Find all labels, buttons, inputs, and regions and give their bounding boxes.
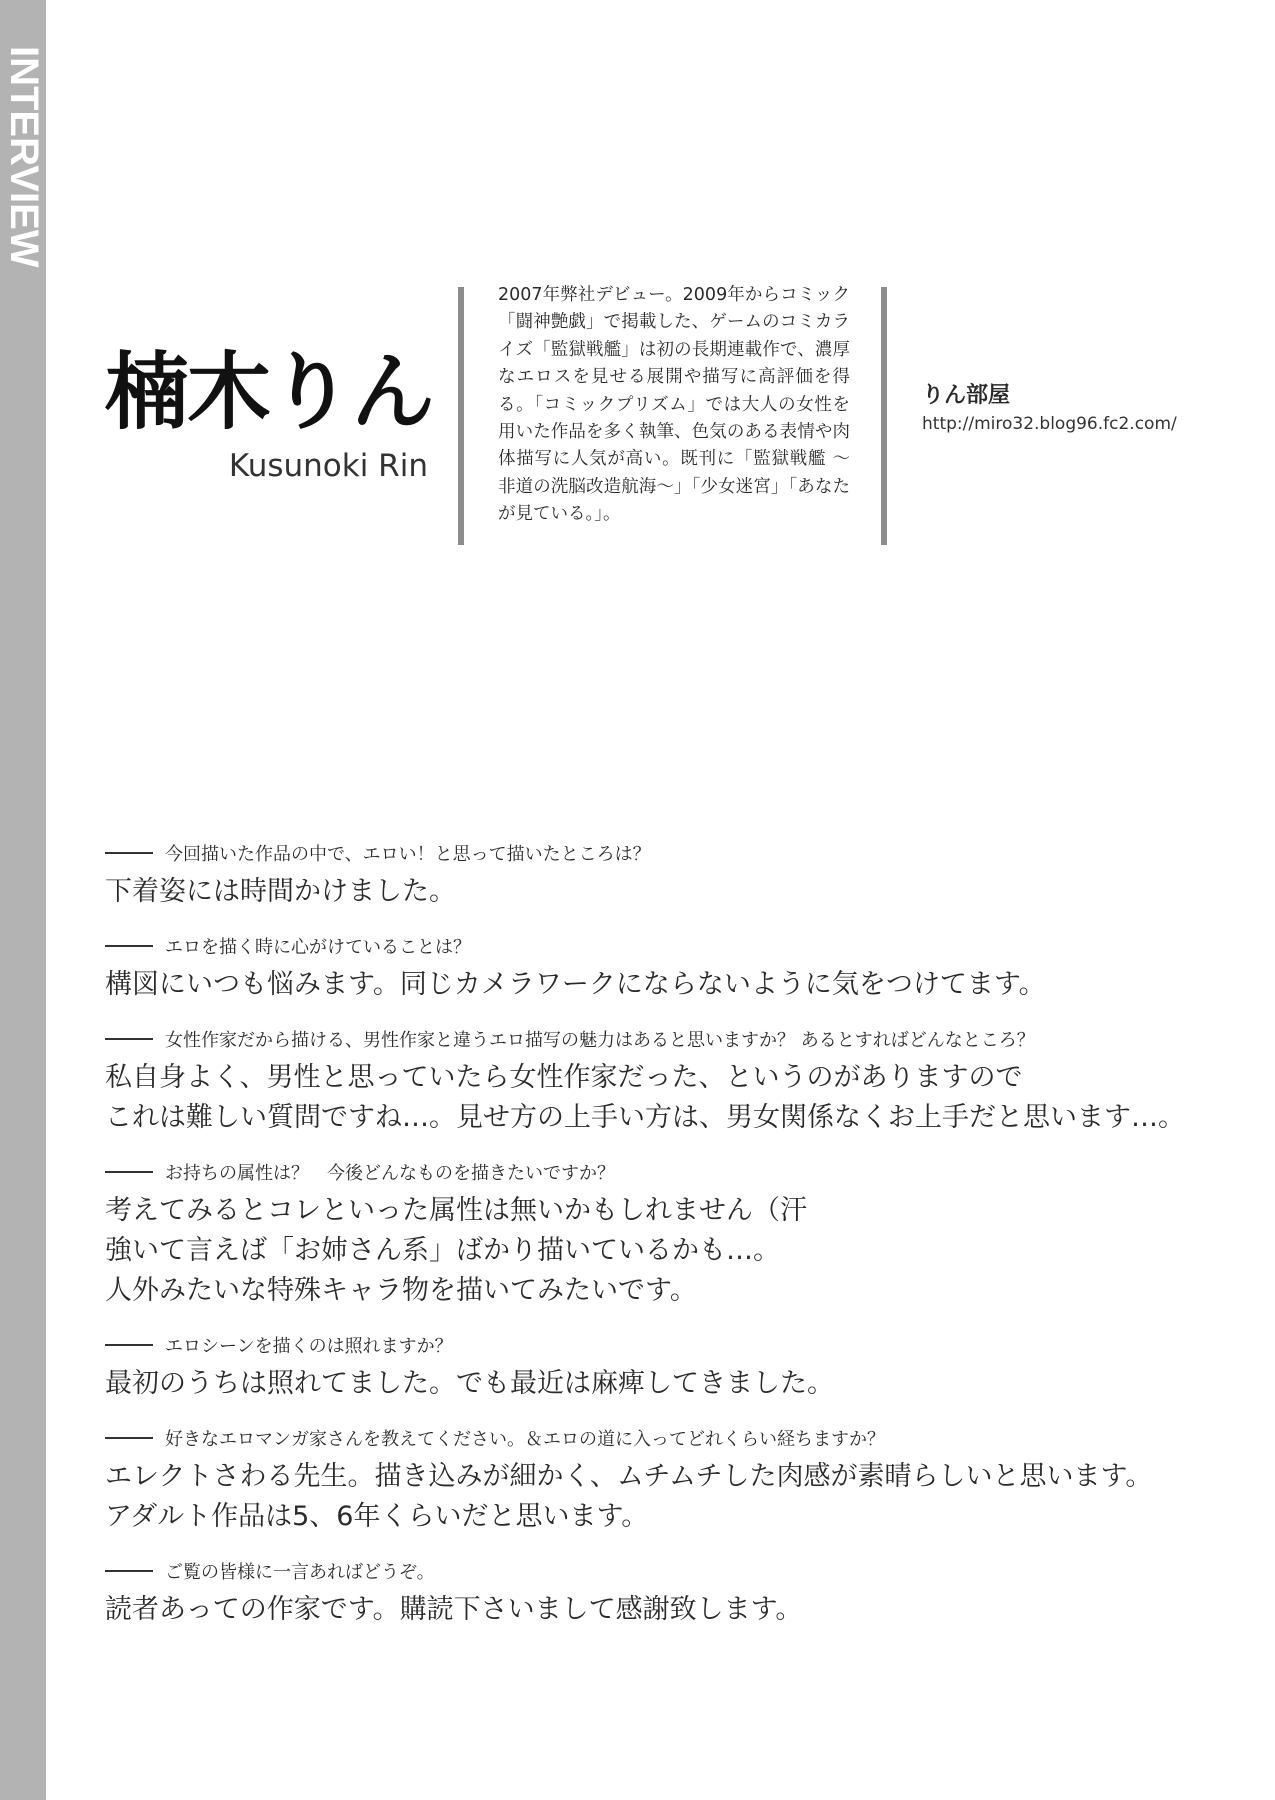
qa-item [105, 1157, 1225, 1311]
question-dash [105, 1171, 153, 1173]
interview-qa [105, 838, 1225, 1649]
question-dash [105, 852, 153, 854]
question-text: エロシーンを描くのは照れますか？ [165, 1336, 453, 1357]
answer-line: 最初のうちは照れてました。でも最近は麻痺してきました。 [105, 1368, 834, 1399]
question-text: ご覧の皆様に一言あればどうぞ。 [165, 1562, 435, 1583]
author-bio: 2007年弊社デビュー。2009年からコミック「闘神艶戯」で掲載した、ゲームのコミカライズ「監獄戦艦」は初の長期連載作で、濃厚なエロスを見せる展開や描写に高評価を得る。「コミックプリズム」では大人の女性を用いた作品を多く執筆、色気のある表情や肉体描写に人気が高い。既刊に「監獄戦艦 〜非道の洗脳改造航海〜」「少女迷宮」「あなたが見ている。」。 [498, 285, 850, 525]
answer-line: 読者あっての作家です。購読下さいまして感謝致します。 [105, 1594, 803, 1625]
question [105, 838, 1225, 872]
answer-line: アダルト作品は5、6年くらいだと思います。 [105, 1501, 649, 1532]
question-text: お持ちの属性は？ 今後どんなものを描きたいですか？ [165, 1163, 615, 1184]
question-dash [105, 1038, 153, 1040]
divider-left [458, 287, 464, 545]
qa-item [105, 838, 1225, 912]
author-romaji: Kusunoki Rin [228, 448, 428, 484]
answer-line: 構図にいつも悩みます。同じカメラワークにならないように気をつけてます。 [105, 969, 1046, 1000]
question-dash [105, 1344, 153, 1346]
qa-item [105, 1330, 1225, 1404]
question-text: 今回描いた作品の中で、エロい！と思って描いたところは？ [165, 844, 651, 865]
question-dash [105, 1437, 153, 1439]
qa-item [105, 1556, 1225, 1630]
divider-right [881, 287, 887, 545]
qa-item [105, 1024, 1225, 1138]
answer-line: 考えてみるとコレといった属性は無いかもしれません（汗 [105, 1195, 807, 1226]
answer-line: 人外みたいな特殊キャラ物を描いてみたいです。 [105, 1275, 697, 1306]
site-url[interactable]: http://miro32.blog96.fc2.com/ [922, 414, 1177, 434]
question [105, 1330, 1225, 1364]
qa-item [105, 931, 1225, 1005]
answer-line: エレクトさわる先生。描き込みが細かく、ムチムチした肉感が素晴らしいと思います。 [105, 1461, 1153, 1492]
question-text: 好きなエロマンガ家さんを教えてください。＆エロの道に入ってどれくらい経ちますか？ [165, 1429, 885, 1450]
question-text: 女性作家だから描ける、男性作家と違うエロ描写の魅力はあると思いますか？ あるとすればどんなところ？ [165, 1030, 1035, 1051]
question [105, 1556, 1225, 1590]
site-name: りん部屋 [922, 383, 1011, 408]
question-text: エロを描く時に心がけていることは？ [165, 937, 471, 958]
answer-line: これは難しい質問ですね…。見せ方の上手い方は、男女関係なくお上手だと思います…。 [105, 1102, 1185, 1133]
question-dash [105, 945, 153, 947]
question [105, 1423, 1225, 1457]
side-label-text: INTERVIEW [2, 46, 46, 268]
qa-item [105, 1423, 1225, 1537]
question [105, 1024, 1225, 1058]
author-name: 楠木りん [105, 343, 434, 441]
question [105, 931, 1225, 965]
question-dash [105, 1570, 153, 1572]
answer-line: 私自身よく、男性と思っていたら女性作家だった、というのがありますので [105, 1062, 1023, 1093]
question [105, 1157, 1225, 1191]
answer-line: 強いて言えば「お姉さん系」ばかり描いているかも…。 [105, 1235, 780, 1266]
answer-line: 下着姿には時間かけました。 [105, 876, 456, 907]
side-label [2, 46, 46, 416]
